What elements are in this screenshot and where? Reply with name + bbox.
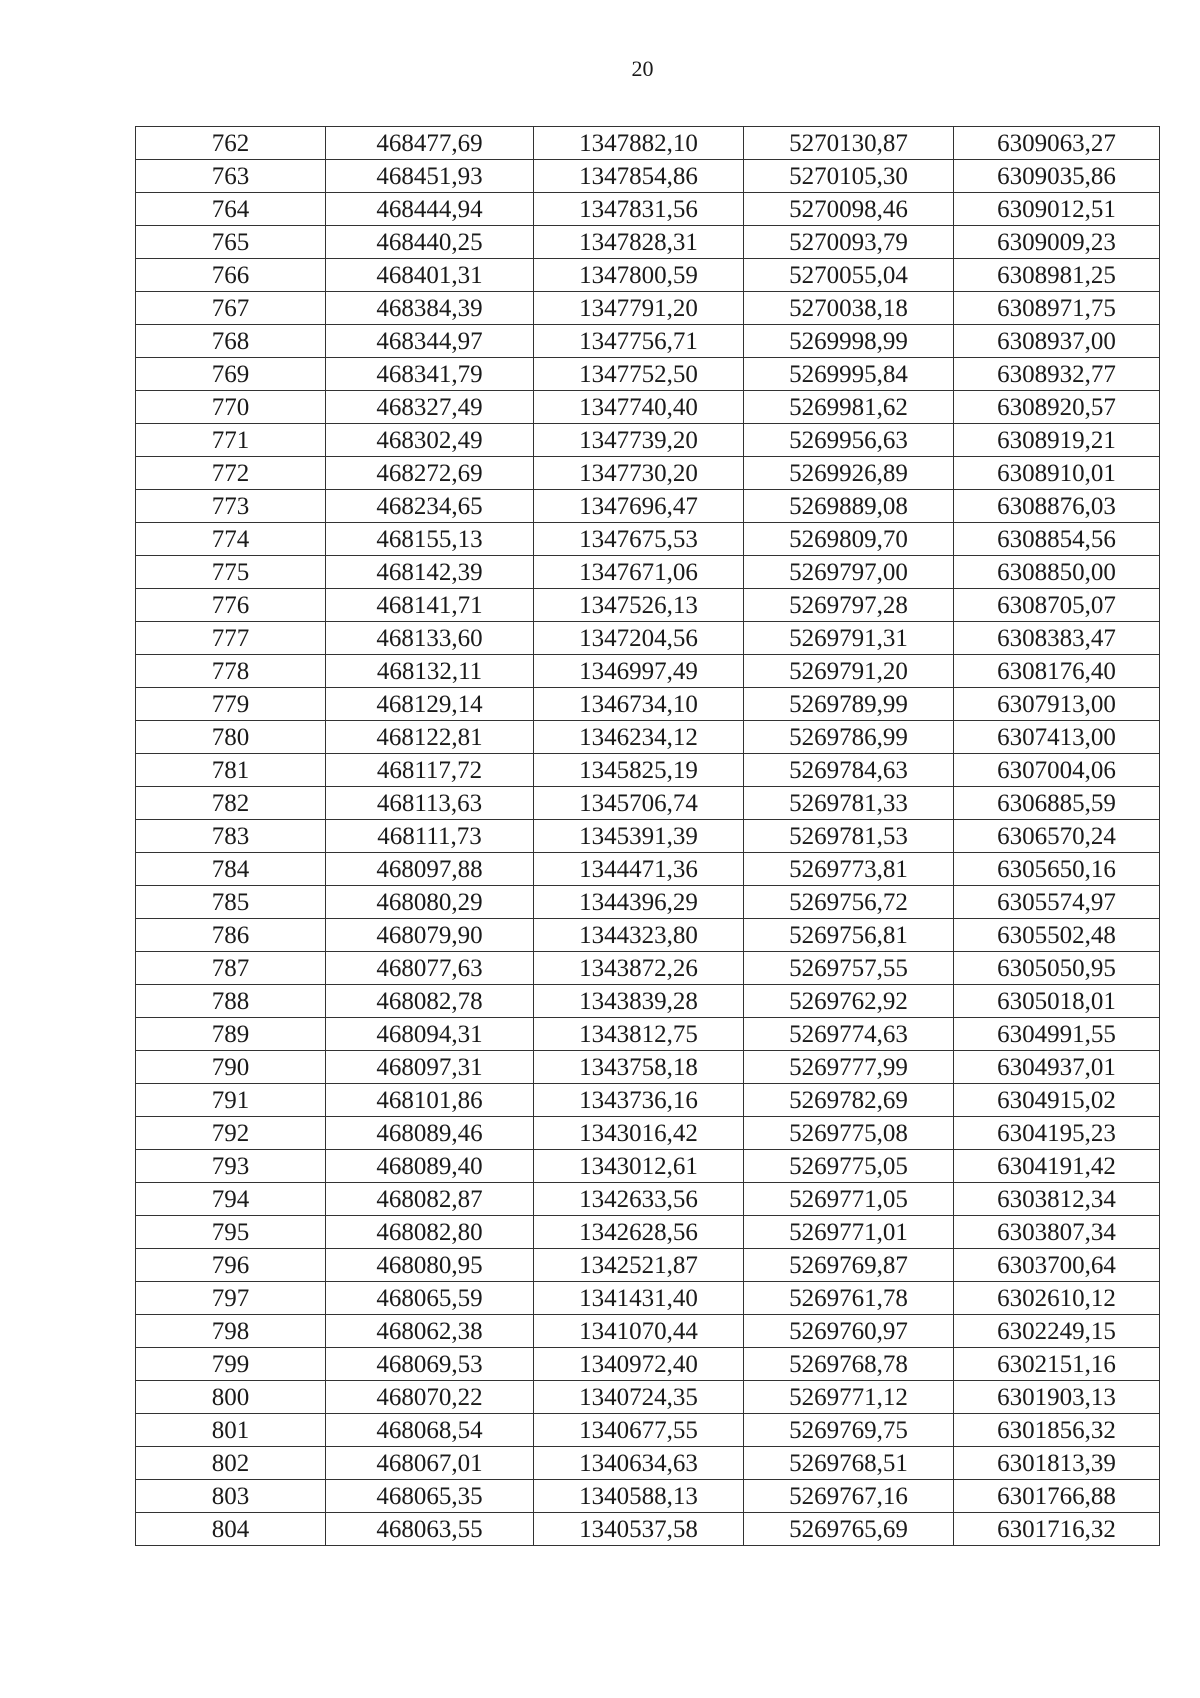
y-msk-coordinate-cell: 6301766,88 [954, 1480, 1160, 1513]
x-msk-coordinate-cell: 5269926,89 [744, 457, 954, 490]
x-msk-coordinate-cell: 5269769,87 [744, 1249, 954, 1282]
y-msk-coordinate-cell: 6301903,13 [954, 1381, 1160, 1414]
x-msk-coordinate-cell: 5269781,53 [744, 820, 954, 853]
x-msk-coordinate-cell: 5269797,28 [744, 589, 954, 622]
y-coordinate-cell: 1342633,56 [534, 1183, 744, 1216]
x-coordinate-cell: 468132,11 [326, 655, 534, 688]
table-row [136, 1117, 1160, 1150]
y-msk-coordinate-cell: 6304937,01 [954, 1051, 1160, 1084]
x-msk-coordinate-cell: 5269981,62 [744, 391, 954, 424]
y-msk-coordinate-cell: 6301716,32 [954, 1513, 1160, 1546]
y-msk-coordinate-cell: 6304195,23 [954, 1117, 1160, 1150]
y-coordinate-cell: 1343736,16 [534, 1084, 744, 1117]
x-coordinate-cell: 468082,87 [326, 1183, 534, 1216]
x-coordinate-cell: 468341,79 [326, 358, 534, 391]
x-coordinate-cell: 468080,95 [326, 1249, 534, 1282]
point-number-cell: 771 [136, 424, 326, 457]
y-coordinate-cell: 1343758,18 [534, 1051, 744, 1084]
x-msk-coordinate-cell: 5269777,99 [744, 1051, 954, 1084]
table-row [136, 1150, 1160, 1183]
table-row [136, 1348, 1160, 1381]
x-msk-coordinate-cell: 5269756,81 [744, 919, 954, 952]
x-msk-coordinate-cell: 5269784,63 [744, 754, 954, 787]
y-msk-coordinate-cell: 6302610,12 [954, 1282, 1160, 1315]
y-coordinate-cell: 1346997,49 [534, 655, 744, 688]
point-number-cell: 798 [136, 1315, 326, 1348]
y-msk-coordinate-cell: 6309035,86 [954, 160, 1160, 193]
y-coordinate-cell: 1344471,36 [534, 853, 744, 886]
y-msk-coordinate-cell: 6302151,16 [954, 1348, 1160, 1381]
y-coordinate-cell: 1343872,26 [534, 952, 744, 985]
table-row [136, 193, 1160, 226]
y-msk-coordinate-cell: 6308932,77 [954, 358, 1160, 391]
table-row [136, 1414, 1160, 1447]
y-coordinate-cell: 1345391,39 [534, 820, 744, 853]
y-msk-coordinate-cell: 6307913,00 [954, 688, 1160, 721]
x-msk-coordinate-cell: 5269762,92 [744, 985, 954, 1018]
table-row [136, 688, 1160, 721]
x-coordinate-cell: 468440,25 [326, 226, 534, 259]
y-msk-coordinate-cell: 6304915,02 [954, 1084, 1160, 1117]
y-msk-coordinate-cell: 6305018,01 [954, 985, 1160, 1018]
y-coordinate-cell: 1340972,40 [534, 1348, 744, 1381]
table-row [136, 853, 1160, 886]
table-row [136, 1084, 1160, 1117]
x-msk-coordinate-cell: 5269956,63 [744, 424, 954, 457]
point-number-cell: 793 [136, 1150, 326, 1183]
x-msk-coordinate-cell: 5269995,84 [744, 358, 954, 391]
table-row [136, 919, 1160, 952]
table-row [136, 1513, 1160, 1546]
point-number-cell: 792 [136, 1117, 326, 1150]
y-coordinate-cell: 1347739,20 [534, 424, 744, 457]
table-row [136, 721, 1160, 754]
x-coordinate-cell: 468065,59 [326, 1282, 534, 1315]
y-coordinate-cell: 1340724,35 [534, 1381, 744, 1414]
x-coordinate-cell: 468113,63 [326, 787, 534, 820]
table-row [136, 1183, 1160, 1216]
x-msk-coordinate-cell: 5270093,79 [744, 226, 954, 259]
table-row [136, 160, 1160, 193]
y-msk-coordinate-cell: 6306570,24 [954, 820, 1160, 853]
point-number-cell: 781 [136, 754, 326, 787]
table-row [136, 391, 1160, 424]
y-coordinate-cell: 1343839,28 [534, 985, 744, 1018]
x-msk-coordinate-cell: 5270105,30 [744, 160, 954, 193]
point-number-cell: 767 [136, 292, 326, 325]
table-row [136, 820, 1160, 853]
x-msk-coordinate-cell: 5269771,05 [744, 1183, 954, 1216]
point-number-cell: 768 [136, 325, 326, 358]
y-msk-coordinate-cell: 6301856,32 [954, 1414, 1160, 1447]
x-coordinate-cell: 468142,39 [326, 556, 534, 589]
y-coordinate-cell: 1342628,56 [534, 1216, 744, 1249]
table-row [136, 292, 1160, 325]
x-coordinate-cell: 468141,71 [326, 589, 534, 622]
y-coordinate-cell: 1340634,63 [534, 1447, 744, 1480]
point-number-cell: 786 [136, 919, 326, 952]
y-msk-coordinate-cell: 6305050,95 [954, 952, 1160, 985]
point-number-cell: 777 [136, 622, 326, 655]
table-row [136, 490, 1160, 523]
y-coordinate-cell: 1345825,19 [534, 754, 744, 787]
point-number-cell: 773 [136, 490, 326, 523]
x-msk-coordinate-cell: 5269768,78 [744, 1348, 954, 1381]
table-row [136, 1447, 1160, 1480]
table-row [136, 1480, 1160, 1513]
x-coordinate-cell: 468272,69 [326, 457, 534, 490]
y-coordinate-cell: 1343016,42 [534, 1117, 744, 1150]
x-coordinate-cell: 468089,40 [326, 1150, 534, 1183]
point-number-cell: 772 [136, 457, 326, 490]
x-coordinate-cell: 468101,86 [326, 1084, 534, 1117]
y-msk-coordinate-cell: 6307004,06 [954, 754, 1160, 787]
y-msk-coordinate-cell: 6305650,16 [954, 853, 1160, 886]
point-number-cell: 782 [136, 787, 326, 820]
x-coordinate-cell: 468097,31 [326, 1051, 534, 1084]
x-coordinate-cell: 468089,46 [326, 1117, 534, 1150]
x-msk-coordinate-cell: 5269781,33 [744, 787, 954, 820]
x-coordinate-cell: 468401,31 [326, 259, 534, 292]
table-row [136, 754, 1160, 787]
y-msk-coordinate-cell: 6306885,59 [954, 787, 1160, 820]
y-msk-coordinate-cell: 6308920,57 [954, 391, 1160, 424]
x-msk-coordinate-cell: 5269789,99 [744, 688, 954, 721]
point-number-cell: 790 [136, 1051, 326, 1084]
x-msk-coordinate-cell: 5269775,05 [744, 1150, 954, 1183]
y-coordinate-cell: 1347675,53 [534, 523, 744, 556]
y-msk-coordinate-cell: 6305502,48 [954, 919, 1160, 952]
y-coordinate-cell: 1343812,75 [534, 1018, 744, 1051]
y-coordinate-cell: 1341070,44 [534, 1315, 744, 1348]
y-coordinate-cell: 1340537,58 [534, 1513, 744, 1546]
table-row [136, 358, 1160, 391]
point-number-cell: 762 [136, 127, 326, 160]
point-number-cell: 763 [136, 160, 326, 193]
x-coordinate-cell: 468080,29 [326, 886, 534, 919]
x-msk-coordinate-cell: 5269756,72 [744, 886, 954, 919]
y-msk-coordinate-cell: 6308981,25 [954, 259, 1160, 292]
x-coordinate-cell: 468082,78 [326, 985, 534, 1018]
y-msk-coordinate-cell: 6308850,00 [954, 556, 1160, 589]
y-coordinate-cell: 1342521,87 [534, 1249, 744, 1282]
y-msk-coordinate-cell: 6308971,75 [954, 292, 1160, 325]
y-coordinate-cell: 1347831,56 [534, 193, 744, 226]
y-coordinate-cell: 1345706,74 [534, 787, 744, 820]
x-coordinate-cell: 468477,69 [326, 127, 534, 160]
point-number-cell: 804 [136, 1513, 326, 1546]
point-number-cell: 765 [136, 226, 326, 259]
y-coordinate-cell: 1347696,47 [534, 490, 744, 523]
point-number-cell: 791 [136, 1084, 326, 1117]
y-coordinate-cell: 1347752,50 [534, 358, 744, 391]
y-msk-coordinate-cell: 6308176,40 [954, 655, 1160, 688]
point-number-cell: 764 [136, 193, 326, 226]
x-coordinate-cell: 468079,90 [326, 919, 534, 952]
y-coordinate-cell: 1343012,61 [534, 1150, 744, 1183]
table-row [136, 886, 1160, 919]
y-coordinate-cell: 1347740,40 [534, 391, 744, 424]
x-coordinate-cell: 468384,39 [326, 292, 534, 325]
x-msk-coordinate-cell: 5269771,01 [744, 1216, 954, 1249]
table-row [136, 127, 1160, 160]
table-row [136, 787, 1160, 820]
point-number-cell: 779 [136, 688, 326, 721]
table-row [136, 457, 1160, 490]
table-row [136, 1018, 1160, 1051]
y-coordinate-cell: 1347882,10 [534, 127, 744, 160]
x-coordinate-cell: 468070,22 [326, 1381, 534, 1414]
table-row [136, 424, 1160, 457]
point-number-cell: 799 [136, 1348, 326, 1381]
x-coordinate-cell: 468344,97 [326, 325, 534, 358]
y-msk-coordinate-cell: 6309009,23 [954, 226, 1160, 259]
point-number-cell: 800 [136, 1381, 326, 1414]
y-coordinate-cell: 1340677,55 [534, 1414, 744, 1447]
x-msk-coordinate-cell: 5270098,46 [744, 193, 954, 226]
point-number-cell: 774 [136, 523, 326, 556]
x-coordinate-cell: 468068,54 [326, 1414, 534, 1447]
x-msk-coordinate-cell: 5269889,08 [744, 490, 954, 523]
y-msk-coordinate-cell: 6308937,00 [954, 325, 1160, 358]
point-number-cell: 794 [136, 1183, 326, 1216]
y-msk-coordinate-cell: 6304991,55 [954, 1018, 1160, 1051]
x-msk-coordinate-cell: 5269769,75 [744, 1414, 954, 1447]
coordinates-table-body [136, 127, 1160, 1546]
table-row [136, 556, 1160, 589]
x-coordinate-cell: 468067,01 [326, 1447, 534, 1480]
x-coordinate-cell: 468062,38 [326, 1315, 534, 1348]
table-row [136, 655, 1160, 688]
x-msk-coordinate-cell: 5269774,63 [744, 1018, 954, 1051]
point-number-cell: 789 [136, 1018, 326, 1051]
x-coordinate-cell: 468327,49 [326, 391, 534, 424]
y-msk-coordinate-cell: 6303812,34 [954, 1183, 1160, 1216]
table-row [136, 1381, 1160, 1414]
x-msk-coordinate-cell: 5269775,08 [744, 1117, 954, 1150]
y-coordinate-cell: 1347730,20 [534, 457, 744, 490]
coordinates-table [135, 126, 1160, 1546]
x-msk-coordinate-cell: 5269767,16 [744, 1480, 954, 1513]
x-msk-coordinate-cell: 5270038,18 [744, 292, 954, 325]
x-coordinate-cell: 468111,73 [326, 820, 534, 853]
y-coordinate-cell: 1347854,86 [534, 160, 744, 193]
y-msk-coordinate-cell: 6303700,64 [954, 1249, 1160, 1282]
table-row [136, 952, 1160, 985]
table-row [136, 1051, 1160, 1084]
point-number-cell: 776 [136, 589, 326, 622]
x-msk-coordinate-cell: 5269786,99 [744, 721, 954, 754]
y-coordinate-cell: 1347204,56 [534, 622, 744, 655]
y-msk-coordinate-cell: 6308383,47 [954, 622, 1160, 655]
point-number-cell: 783 [136, 820, 326, 853]
y-msk-coordinate-cell: 6308910,01 [954, 457, 1160, 490]
y-coordinate-cell: 1347828,31 [534, 226, 744, 259]
table-row [136, 589, 1160, 622]
y-coordinate-cell: 1347756,71 [534, 325, 744, 358]
y-coordinate-cell: 1344396,29 [534, 886, 744, 919]
point-number-cell: 785 [136, 886, 326, 919]
x-msk-coordinate-cell: 5269760,97 [744, 1315, 954, 1348]
table-row [136, 259, 1160, 292]
y-msk-coordinate-cell: 6308876,03 [954, 490, 1160, 523]
point-number-cell: 788 [136, 985, 326, 1018]
y-coordinate-cell: 1347800,59 [534, 259, 744, 292]
y-msk-coordinate-cell: 6305574,97 [954, 886, 1160, 919]
x-msk-coordinate-cell: 5269797,00 [744, 556, 954, 589]
x-coordinate-cell: 468063,55 [326, 1513, 534, 1546]
x-msk-coordinate-cell: 5269998,99 [744, 325, 954, 358]
x-coordinate-cell: 468094,31 [326, 1018, 534, 1051]
x-msk-coordinate-cell: 5269773,81 [744, 853, 954, 886]
x-coordinate-cell: 468117,72 [326, 754, 534, 787]
y-msk-coordinate-cell: 6308919,21 [954, 424, 1160, 457]
x-msk-coordinate-cell: 5269768,51 [744, 1447, 954, 1480]
x-coordinate-cell: 468082,80 [326, 1216, 534, 1249]
x-coordinate-cell: 468234,65 [326, 490, 534, 523]
table-row [136, 1216, 1160, 1249]
table-row [136, 1315, 1160, 1348]
point-number-cell: 775 [136, 556, 326, 589]
table-row [136, 1282, 1160, 1315]
y-coordinate-cell: 1346234,12 [534, 721, 744, 754]
point-number-cell: 803 [136, 1480, 326, 1513]
x-coordinate-cell: 468069,53 [326, 1348, 534, 1381]
y-msk-coordinate-cell: 6303807,34 [954, 1216, 1160, 1249]
point-number-cell: 780 [136, 721, 326, 754]
point-number-cell: 766 [136, 259, 326, 292]
x-msk-coordinate-cell: 5269761,78 [744, 1282, 954, 1315]
y-msk-coordinate-cell: 6302249,15 [954, 1315, 1160, 1348]
table-row [136, 226, 1160, 259]
point-number-cell: 802 [136, 1447, 326, 1480]
point-number-cell: 778 [136, 655, 326, 688]
point-number-cell: 787 [136, 952, 326, 985]
y-msk-coordinate-cell: 6309063,27 [954, 127, 1160, 160]
y-coordinate-cell: 1347526,13 [534, 589, 744, 622]
x-coordinate-cell: 468133,60 [326, 622, 534, 655]
table-row [136, 1249, 1160, 1282]
x-coordinate-cell: 468065,35 [326, 1480, 534, 1513]
x-coordinate-cell: 468129,14 [326, 688, 534, 721]
x-msk-coordinate-cell: 5269791,31 [744, 622, 954, 655]
y-coordinate-cell: 1341431,40 [534, 1282, 744, 1315]
point-number-cell: 795 [136, 1216, 326, 1249]
table-row [136, 325, 1160, 358]
x-msk-coordinate-cell: 5270055,04 [744, 259, 954, 292]
x-msk-coordinate-cell: 5269782,69 [744, 1084, 954, 1117]
y-coordinate-cell: 1347791,20 [534, 292, 744, 325]
x-msk-coordinate-cell: 5269791,20 [744, 655, 954, 688]
x-coordinate-cell: 468097,88 [326, 853, 534, 886]
x-msk-coordinate-cell: 5269765,69 [744, 1513, 954, 1546]
point-number-cell: 796 [136, 1249, 326, 1282]
x-msk-coordinate-cell: 5269809,70 [744, 523, 954, 556]
table-row [136, 523, 1160, 556]
y-msk-coordinate-cell: 6308854,56 [954, 523, 1160, 556]
x-msk-coordinate-cell: 5270130,87 [744, 127, 954, 160]
y-coordinate-cell: 1340588,13 [534, 1480, 744, 1513]
y-msk-coordinate-cell: 6308705,07 [954, 589, 1160, 622]
y-coordinate-cell: 1344323,80 [534, 919, 744, 952]
point-number-cell: 770 [136, 391, 326, 424]
y-msk-coordinate-cell: 6304191,42 [954, 1150, 1160, 1183]
point-number-cell: 769 [136, 358, 326, 391]
x-coordinate-cell: 468302,49 [326, 424, 534, 457]
y-coordinate-cell: 1347671,06 [534, 556, 744, 589]
table-row [136, 985, 1160, 1018]
x-coordinate-cell: 468155,13 [326, 523, 534, 556]
x-msk-coordinate-cell: 5269771,12 [744, 1381, 954, 1414]
x-coordinate-cell: 468077,63 [326, 952, 534, 985]
x-msk-coordinate-cell: 5269757,55 [744, 952, 954, 985]
page-number: 20 [631, 56, 654, 81]
x-coordinate-cell: 468122,81 [326, 721, 534, 754]
x-coordinate-cell: 468444,94 [326, 193, 534, 226]
y-msk-coordinate-cell: 6301813,39 [954, 1447, 1160, 1480]
point-number-cell: 797 [136, 1282, 326, 1315]
x-coordinate-cell: 468451,93 [326, 160, 534, 193]
point-number-cell: 801 [136, 1414, 326, 1447]
y-coordinate-cell: 1346734,10 [534, 688, 744, 721]
table-row [136, 622, 1160, 655]
point-number-cell: 784 [136, 853, 326, 886]
y-msk-coordinate-cell: 6309012,51 [954, 193, 1160, 226]
y-msk-coordinate-cell: 6307413,00 [954, 721, 1160, 754]
